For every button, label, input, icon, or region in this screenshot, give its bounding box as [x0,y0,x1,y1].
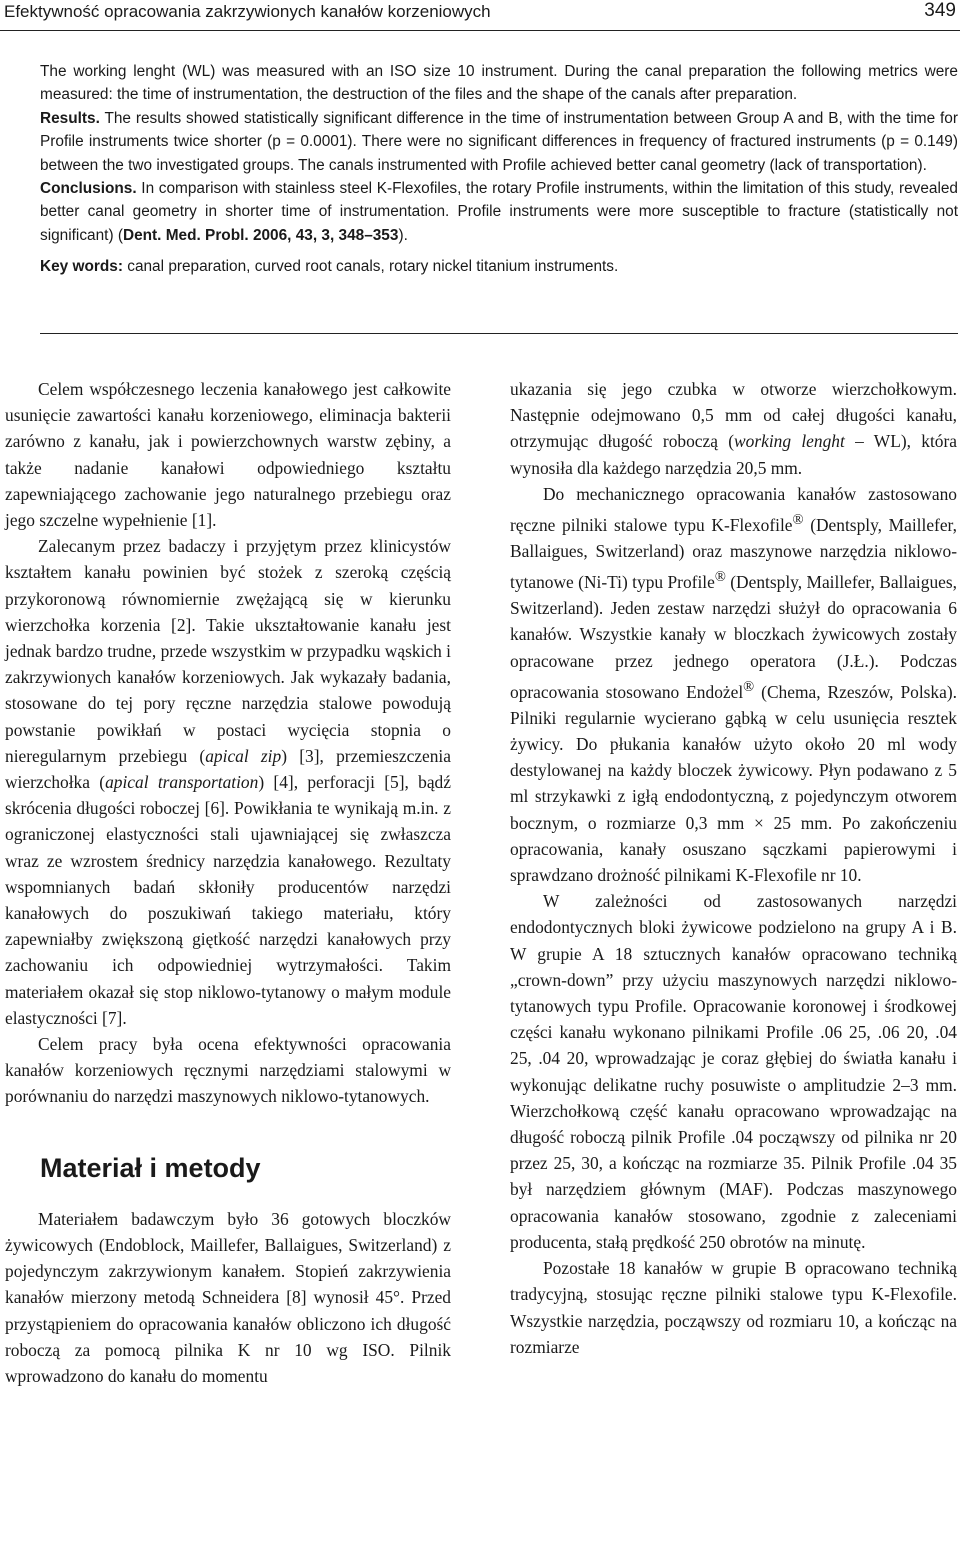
conclusions-label: Conclusions. [40,180,137,198]
term-working-length: working lenght [734,431,845,452]
abstract-methods [40,60,958,107]
paragraph [510,888,957,1255]
abstract [40,60,958,279]
paragraph-text: ) [4], perforacji [5], bądź skrócenia długości roboczej [6]. Powikłania te wynikają m.in. z ograniczonej elastyczności stali ujawniającej się zwłaszcza wraz ze wzrostem średnicy narzędzia kanałowego. Rezultaty wspomnianych badań skłoniły producentów narzędzi kanałowych do poszukiwań takiego materiału, który zapewniałby zwiększoną giętkość narzędzi kanałowych przy zachowaniu ich odpowiedniej wytrzymałości. Takim materiałem okazał się stop niklowo-tytanowy o małym module elastyczności [7]. [5,772,451,1028]
section-heading: Materiał i metody [40,1152,261,1183]
citation: Dent. Med. Probl. 2006, 43, 3, 348–353 [122,226,399,244]
citation-end: ). [398,226,408,244]
paragraph-text: (Dentsply, Maillefer, Ballaigues, Switzerland). Jeden zestaw narzędzi służył do opracowania 6 kanałów. Wszystkie kanały w bloczkach żywicowych zostały opracowane przez jednego operatora (J.Ł.). Podczas opracowania stosowano Endożel [510,572,957,702]
paragraph-text: W zależności od zastosowanych narzędzi endodontycznych bloki żywicowe podzielono na grupy A i B. W grupie A 18 sztucznych kanałów opracowano techniką „crown-down” przy użyciu maszynowych narzędzi niklowo-tytanowych typu Profile. Opracowanie koronowej i środkowej części kanału wykonano pilnikami Profile .06 25, .06 20, .04 25, .04 20, wprowadzając je coraz głębiej do światła kanału i wykonując delikatne ruchy posuwiste o amplitudzie 2–3 mm. Wierzchołkową część kanału opracowano wprowadzając na długość roboczą pilnik Profile .04 począwszy od pilnika nr 20 przez 25, 30, a kończąc na rozmiarze 35. Pilnik Profile .04 35 był narzędziem głównym (MAF). Podczas maszynowego opracowania kanałów stosowano, zgodnie z zaleceniami producenta, stałą prędkość 250 obrotów na minutę. [510,891,957,1252]
paragraph-text: ) [3], przemieszczenia wierzchołka ( [5,745,451,793]
left-column [5,376,451,1389]
running-header [0,0,960,31]
paragraph-text: Celem pracy była ocena efektywności opracowania kanałów korzeniowych ręcznymi narzędziami stalowymi w porównaniu do narzędzi maszynowych niklowo-tytanowych. [5,1034,451,1107]
paragraph [510,481,957,888]
results-label: Results. [40,109,100,127]
abstract-methods-text: The working lenght (WL) was measured with an ISO size 10 instrument. During the canal preparation the following metrics were measured: the time of instrumentation, the destruction of the files and the shape of the canals after preparation. [40,63,958,104]
paragraph-text: (Dentsply, Maillefer, Ballaigues, Switzerland) oraz maszynowe narzędzia niklowo-tytanowe (Ni-Ti) typu Profile [510,514,957,593]
running-title: Efektywność opracowania zakrzywionych kanałów korzeniowych [4,2,491,21]
right-column [510,376,957,1360]
conclusions-text: In comparison with stainless steel K-Flexofiles, the rotary Profile instruments, within the limitation of this study, revealed better canal geometry in shorter time of instrumentation. Profile instruments were more susceptible to fracture (statistically not significant) ( [40,180,958,244]
abstract-divider [40,333,958,334]
term-apical-transportation: apical transportation [105,772,259,793]
registered-mark: ® [743,678,755,695]
paragraph-text: Pozostałe 18 kanałów w grupie B opracowano techniką tradycyjną, stosując ręczne pilniki stalowe typu K-Flexofile. Wszystkie narzędzia, począwszy od rozmiaru 10, a kończąc na rozmiarze [510,1258,957,1357]
registered-mark: ® [714,569,726,586]
paragraph-text: Do mechanicznego opracowania kanałów zastosowano ręczne pilniki stalowe typu K-Flexofile [510,483,957,535]
paragraph-text: ukazania się jego czubka w otworze wierzchołkowym. Następnie odejmowano 0,5 mm od całej długości kanału, otrzymując długość roboczą ( [510,379,957,452]
keywords-label: Key words: [40,258,123,276]
abstract-results [40,107,958,177]
paragraph [5,1031,451,1110]
page-number: 349 [924,0,956,21]
keywords [40,255,958,278]
abstract-conclusions [40,177,958,247]
paragraph [5,533,451,1031]
paragraph [5,1206,451,1389]
paragraph-text: Zalecanym przez badaczy i przyjętym przez klinicystów kształtem kanału powinien być stożek z szeroką częścią przykoronową równomiernie zwężającą się w kierunku wierzchołka korzenia [2]. Takie ukształtowanie kanału jest jednak bardzo trudne, przede wszystkim w przypadku wąskich i zakrzywionych kanałów korzeniowych. Jak wykazały badania, stosowane do tej pory ręczne narzędzia stalowe powodują powstanie powikłań w postaci wycięcia stopnia o nieregularnym przebiegu ( [5,536,451,766]
results-text: The results showed statistically significant difference in the time of instrumentation between Group A and B, with the time for Profile instruments twice shorter (p = 0.0001). There were no significant differences in frequency of fractured instruments (p = 0.149) between the two investigated groups. The canals instrumented with Profile achieved better canal geometry (lack of transportation). [40,109,958,174]
term-apical-zip: apical zip [205,745,282,766]
paragraph [510,1255,957,1360]
paragraph [510,376,957,481]
paragraph [5,376,451,533]
paragraph-text: Celem współczesnego leczenia kanałowego jest całkowite usunięcie zawartości kanału korzeniowego, eliminacja bakterii zarówno z kanału, jak i powierzchownych warstw zębiny, a także nadanie kanałowi odpowiedniego kształtu zapewniającego zachowanie jego naturalnego przebiegu oraz jego szczelne wypełnienie [1]. [5,379,451,531]
paragraph-text: Materiałem badawczym było 36 gotowych bloczków żywicowych (Endoblock, Maillefer, Ballaigues, Switzerland) z pojedynczym zakrzywionym kanałem. Stopień zakrzywienia kanałów mierzony metodą Schneidera [8] wynosił 45°. Przed przystąpieniem do opracowania kanałów obliczono ich długość roboczą za pomocą pilnika K nr 10 wg ISO. Pilnik wprowadzono do kanału do momentu [5,1208,451,1386]
paragraph-text: – WL), która wynosiła dla każdego narzędzia 20,5 mm. [510,431,957,478]
keywords-text: canal preparation, curved root canals, rotary nickel titanium instruments. [122,258,619,276]
registered-mark: ® [792,512,804,529]
paragraph-text: (Chema, Rzeszów, Polska). Pilniki regularnie wycierano gąbką w celu usunięcia resztek żywicy. Do płukania kanałów użyto około 20 ml wody destylowanej na każdy bloczek żywicowy. Płyn podawano z 5 ml strzykawki z igłą endodontyczną, z pojedynczym otworem bocznym, o rozmiarze 0,3 mm × 25 mm. Po zakończeniu opracowania, kanały osuszano sączkami papierowymi i sprawdzano drożność pilnikami K-Flexofile nr 10. [510,681,957,886]
